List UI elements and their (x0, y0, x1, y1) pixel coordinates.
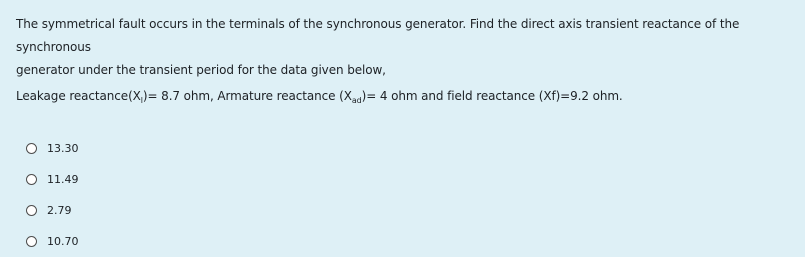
radio-button-icon[interactable] (26, 205, 37, 216)
option-label[interactable]: 11.49 (47, 173, 79, 186)
radio-button-icon[interactable] (26, 174, 37, 185)
question-text (16, 13, 801, 108)
question-line-1: The symmetrical fault occurs in the terminals of the synchronous generator. Find the direct axis transient reactance of the synchronous (16, 17, 740, 54)
option-2[interactable] (26, 164, 79, 195)
answer-options (26, 133, 79, 257)
armature-subscript: ad (351, 96, 362, 105)
armature-rest: )= 4 ohm and field reactance (Xf)=9.2 ohm. (361, 89, 623, 103)
question-line-2: generator under the transient period for the data given below, (16, 63, 386, 77)
leakage-value: )= 8.7 ohm, Armature reactance (X (142, 89, 352, 103)
option-4[interactable] (26, 226, 79, 257)
radio-button-icon[interactable] (26, 236, 37, 247)
option-1[interactable] (26, 133, 79, 164)
option-label[interactable]: 2.79 (47, 204, 72, 217)
option-label[interactable]: 13.30 (47, 142, 79, 155)
question-data-line (16, 85, 801, 108)
option-3[interactable] (26, 195, 79, 226)
leakage-prefix: Leakage reactance(X (16, 89, 141, 103)
leakage-subscript: l (140, 96, 143, 105)
option-label[interactable]: 10.70 (47, 235, 79, 248)
radio-button-icon[interactable] (26, 143, 37, 154)
